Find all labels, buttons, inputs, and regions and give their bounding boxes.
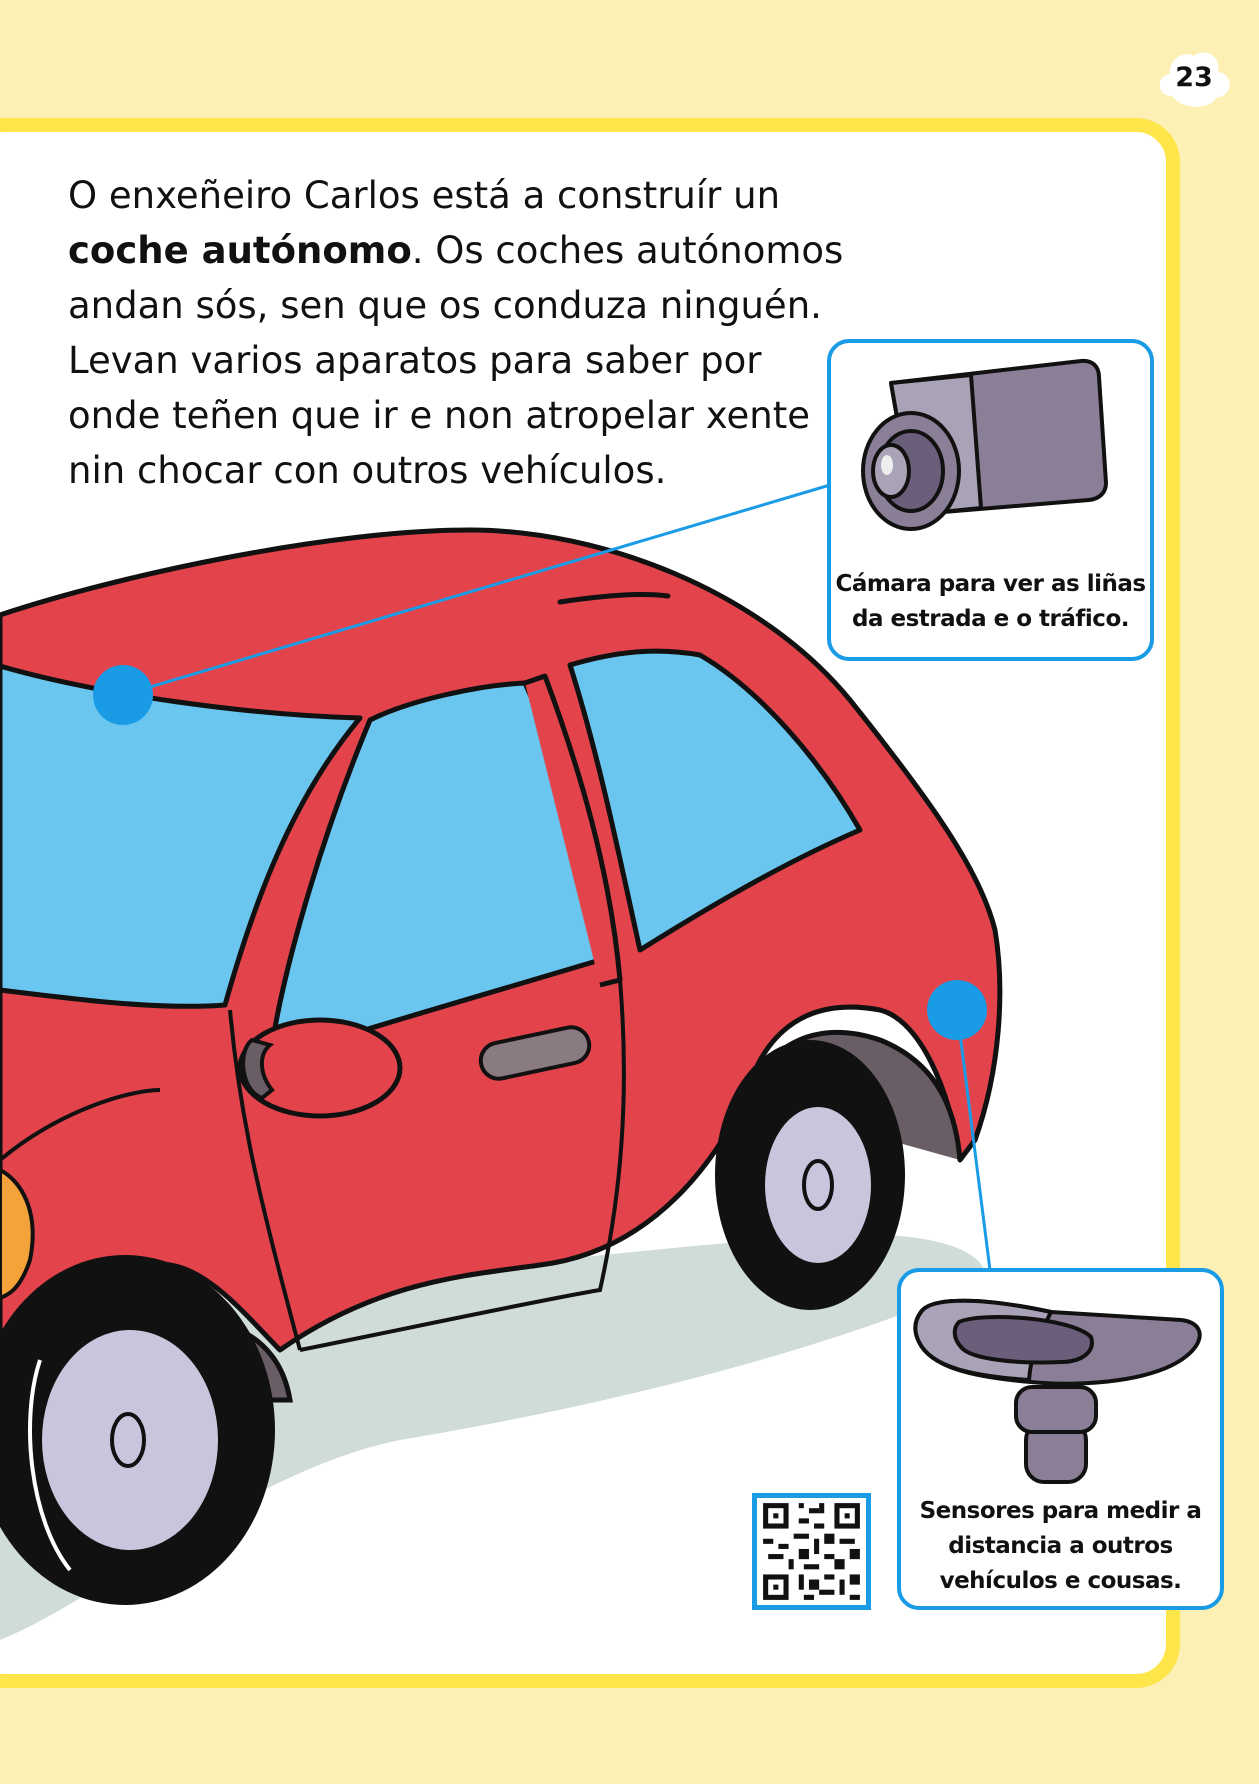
page-number: 23 (1175, 62, 1213, 93)
camera-marker-dot (93, 665, 153, 725)
sensor-caption-line-3: vehículos e cousas. (939, 1568, 1182, 1594)
camera-caption-line-1: Cámara para ver as liñas (835, 571, 1146, 597)
qr-code-icon (757, 1498, 866, 1605)
intro-text-end: . Os coches autónomos andan sós, sen que os conduza ninguén. Levan varios aparatos para saber por onde teñen que ir e non atropelar xente nin chocar con outros vehículos. (68, 229, 844, 492)
intro-text-start: O enxeñeiro Carlos está a construír un (68, 174, 781, 217)
sensor-callout (897, 1268, 1224, 1610)
qr-code[interactable] (752, 1493, 871, 1610)
intro-paragraph (68, 168, 848, 498)
camera-caption-line-2: da estrada e o tráfico. (852, 606, 1129, 632)
sensor-caption (901, 1494, 1220, 1599)
camera-callout (827, 339, 1154, 661)
sensor-caption-line-2: distancia a outros (948, 1533, 1173, 1559)
camera-caption (831, 567, 1150, 637)
camera-icon (831, 343, 1151, 563)
intro-bold-term: coche autónomo (68, 229, 412, 272)
sensor-caption-line-1: Sensores para medir a (919, 1498, 1202, 1524)
sensor-icon (901, 1272, 1221, 1492)
sensor-marker-dot (927, 980, 987, 1040)
